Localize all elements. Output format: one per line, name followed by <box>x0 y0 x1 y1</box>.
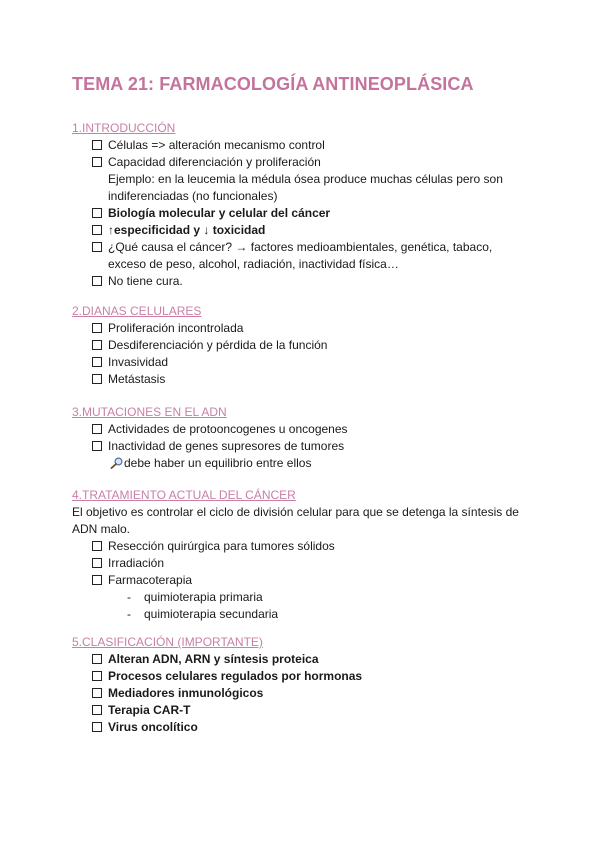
list-item <box>92 205 532 222</box>
list-item <box>92 371 532 388</box>
item-note: Ejemplo: en la leucemia la médula ósea produce muchas células pero son indiferenciadas (no funcionales) <box>108 172 503 203</box>
page-title: TEMA 21: FARMACOLOGÍA ANTINEOPLÁSICA <box>72 74 474 94</box>
dash-bullet: - <box>127 590 131 604</box>
sublist-item-text: quimioterapia secundaria <box>144 607 279 621</box>
checklist <box>72 538 532 623</box>
list-item <box>92 438 532 472</box>
section-heading: 2.DIANAS CELULARES <box>72 304 202 318</box>
item-text: Invasividad <box>108 355 169 369</box>
item-text: Resección quirúrgica para tumores sólidos <box>108 539 335 553</box>
checkbox-icon[interactable] <box>92 374 102 384</box>
sublist-item <box>127 606 532 623</box>
checkbox-icon[interactable] <box>92 558 102 568</box>
list-item <box>92 154 532 205</box>
checklist <box>72 137 532 290</box>
list-item <box>92 702 532 719</box>
item-text: Biología molecular y celular del cáncer <box>108 206 331 220</box>
list-item <box>92 572 532 623</box>
checkbox-icon[interactable] <box>92 424 102 434</box>
checkbox-icon[interactable] <box>92 541 102 551</box>
item-text: Procesos celulares regulados por hormonas <box>108 669 363 683</box>
list-item <box>92 320 532 337</box>
item-text: Metástasis <box>108 372 166 386</box>
list-item <box>92 555 532 572</box>
item-text: Desdiferenciación y pérdida de la función <box>108 338 328 352</box>
checkbox-icon[interactable] <box>92 357 102 367</box>
checkbox-icon[interactable] <box>92 688 102 698</box>
item-text: Células => alteración mecanismo control <box>108 138 325 152</box>
list-item <box>92 651 532 668</box>
checkbox-icon[interactable] <box>92 140 102 150</box>
checkbox-icon[interactable] <box>92 225 102 235</box>
list-item <box>92 719 532 736</box>
section-heading: 1.INTRODUCCIÓN <box>72 121 176 135</box>
item-text: Alteran ADN, ARN y síntesis proteica <box>108 652 319 666</box>
list-item <box>92 222 532 239</box>
list-item <box>92 538 532 555</box>
checkbox-icon[interactable] <box>92 340 102 350</box>
section-intro: El objetivo es controlar el ciclo de división celular para que se detenga la síntesis de ADN malo. <box>72 505 519 536</box>
checkbox-icon[interactable] <box>92 276 102 286</box>
item-text: Terapia CAR-T <box>108 703 191 717</box>
item-text: ¿Qué causa el cáncer? → factores medioambientales, genética, tabaco, exceso de peso, alcohol, radiación, inactividad física… <box>108 240 493 271</box>
checkbox-icon[interactable] <box>92 654 102 664</box>
checklist <box>72 651 532 736</box>
item-text: No tiene cura. <box>108 274 183 288</box>
section-heading: 5.CLASIFICACIÓN (IMPORTANTE) <box>72 635 263 649</box>
section-tratamiento-actual <box>72 487 532 623</box>
item-text: Irradiación <box>108 556 165 570</box>
magnifying-glass-icon <box>110 457 124 469</box>
checkbox-icon[interactable] <box>92 441 102 451</box>
item-text: ↑especificidad y ↓ toxicidad <box>108 223 266 237</box>
checklist <box>72 421 532 472</box>
checklist <box>72 320 532 388</box>
checkbox-icon[interactable] <box>92 323 102 333</box>
section-heading: 3.MUTACIONES EN EL ADN <box>72 405 227 419</box>
item-text: Virus oncolítico <box>108 720 198 734</box>
sublist-item <box>127 589 532 606</box>
item-text: Inactividad de genes supresores de tumores <box>108 439 345 453</box>
list-item <box>92 685 532 702</box>
item-text: Farmacoterapia <box>108 573 193 587</box>
checkbox-icon[interactable] <box>92 671 102 681</box>
sublist <box>108 589 532 623</box>
dash-bullet: - <box>127 607 131 621</box>
item-text: Capacidad diferenciación y proliferación <box>108 155 321 169</box>
item-text: Mediadores inmunológicos <box>108 686 264 700</box>
section-heading: 4.TRATAMIENTO ACTUAL DEL CÁNCER <box>72 488 296 502</box>
list-item <box>92 668 532 685</box>
section-clasificacion <box>72 634 532 736</box>
checkbox-icon[interactable] <box>92 242 102 252</box>
item-note: debe haber un equilibrio entre ellos <box>124 456 312 470</box>
section-introduccion <box>72 120 532 290</box>
list-item <box>92 354 532 371</box>
section-mutaciones-adn <box>72 404 532 472</box>
item-text: Actividades de protooncogenes u oncogenes <box>108 422 348 436</box>
list-item <box>92 239 532 273</box>
item-text: Proliferación incontrolada <box>108 321 244 335</box>
list-item <box>92 137 532 154</box>
checkbox-icon[interactable] <box>92 575 102 585</box>
checkbox-icon[interactable] <box>92 722 102 732</box>
checkbox-icon[interactable] <box>92 157 102 167</box>
list-item <box>92 421 532 438</box>
sublist-item-text: quimioterapia primaria <box>144 590 263 604</box>
section-dianas-celulares <box>72 303 532 388</box>
list-item <box>92 273 532 290</box>
list-item <box>92 337 532 354</box>
item-note-row <box>108 455 532 472</box>
checkbox-icon[interactable] <box>92 705 102 715</box>
checkbox-icon[interactable] <box>92 208 102 218</box>
